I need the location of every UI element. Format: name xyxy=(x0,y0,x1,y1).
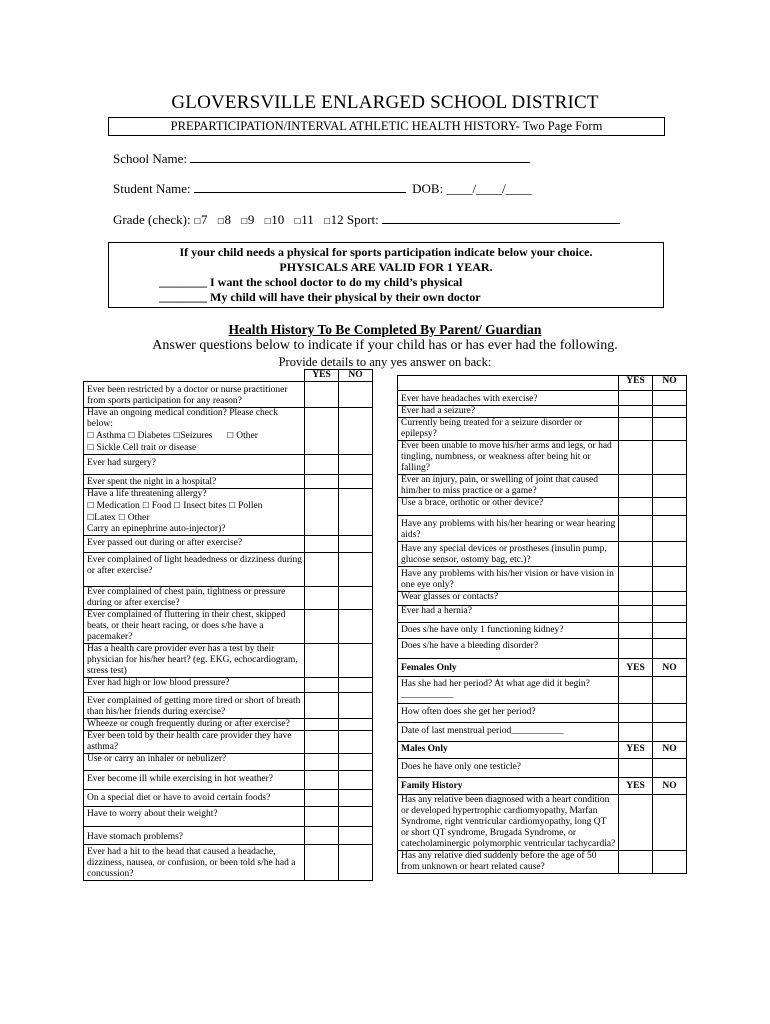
table-row xyxy=(84,408,373,455)
table-row xyxy=(398,639,687,659)
no-cell[interactable] xyxy=(653,795,687,851)
checkbox-icon: ☐ xyxy=(118,513,126,522)
no-cell[interactable] xyxy=(653,677,687,704)
question-text: Has any relative died suddenly before the age of 50 from unknown or heart related cause? xyxy=(398,851,619,874)
school-name-row xyxy=(113,151,530,167)
question-text: Use a brace, orthotic or other device? xyxy=(398,498,619,516)
question-text: Ever complained of chest pain, tightness or pressure during or after exercise? xyxy=(84,587,305,610)
own-doctor-option[interactable]: ________ My child will have their physical by their own doctor xyxy=(159,290,481,304)
table-row xyxy=(398,567,687,592)
physical-instruction: If your child needs a physical for sports participation indicate below your choice. xyxy=(179,245,593,259)
yes-cell[interactable] xyxy=(619,542,653,567)
yes-cell[interactable] xyxy=(305,807,339,827)
school-name-label: School Name: xyxy=(113,151,188,166)
table-row xyxy=(398,851,687,874)
question-text: Have stomach problems? xyxy=(84,827,305,845)
no-cell[interactable] xyxy=(339,827,373,845)
yes-cell[interactable] xyxy=(305,845,339,881)
question-text: Ever passed out during or after exercise? xyxy=(84,536,305,553)
no-cell[interactable] xyxy=(653,639,687,659)
no-header: NO xyxy=(339,370,373,382)
checkbox-icon: ☐ xyxy=(193,217,202,226)
table-row xyxy=(398,441,687,475)
question-text: Ever have headaches with exercise? xyxy=(398,391,619,406)
condition-diabetes[interactable]: ☐ Diabetes xyxy=(127,431,171,441)
grade-option[interactable]: ☐11 xyxy=(294,212,314,227)
yes-cell[interactable] xyxy=(619,623,653,639)
table-row xyxy=(84,553,373,587)
question-text: Have any problems with his/her hearing or wear hearing aids? xyxy=(398,516,619,542)
table-row xyxy=(84,382,373,408)
checkbox-icon: ☐ xyxy=(294,217,302,226)
no-cell[interactable] xyxy=(339,489,373,536)
no-cell[interactable] xyxy=(339,455,373,475)
condition-asthma[interactable]: ☐ Asthma xyxy=(87,431,126,441)
checkbox-icon: ☐ xyxy=(217,217,225,226)
question-text: Use or carry an inhaler or nebulizer? xyxy=(84,754,305,771)
no-cell[interactable] xyxy=(653,418,687,441)
table-row xyxy=(398,391,687,406)
yes-header: YES xyxy=(619,376,653,391)
yes-cell[interactable] xyxy=(619,592,653,606)
table-row xyxy=(84,489,373,536)
question-text: Ever had high or low blood pressure? xyxy=(84,678,305,693)
sport-field[interactable] xyxy=(382,212,620,224)
condition-seizures[interactable]: ☐Seizures xyxy=(173,431,213,441)
no-cell[interactable] xyxy=(339,693,373,719)
no-cell[interactable] xyxy=(339,644,373,678)
question-text: On a special diet or have to avoid certain foods? xyxy=(84,790,305,807)
table-row xyxy=(398,704,687,723)
question-text: Does s/he have only 1 functioning kidney? xyxy=(398,623,619,639)
yes-cell[interactable] xyxy=(305,693,339,719)
health-history-details: Provide details to any yes answer on back: xyxy=(278,355,492,369)
checkbox-icon: ☐ xyxy=(228,501,236,510)
condition-options xyxy=(87,430,302,442)
checkbox-icon: ☐ xyxy=(226,431,234,440)
yes-cell[interactable] xyxy=(305,719,339,731)
question-text: How often does she get her period? xyxy=(398,704,619,723)
no-header: NO xyxy=(653,659,687,677)
no-cell[interactable] xyxy=(653,441,687,475)
school-name-field[interactable] xyxy=(190,151,530,163)
grade-option[interactable]: ☐7 xyxy=(193,212,208,227)
no-cell[interactable] xyxy=(339,754,373,771)
question-text: Ever had a hit to the head that caused a headache, dizziness, nausea, or confusion, or been told s/he had a concussion? xyxy=(84,845,305,881)
yes-cell[interactable] xyxy=(305,455,339,475)
table-row xyxy=(84,644,373,678)
form-subtitle: PREPARTICIPATION/INTERVAL ATHLETIC HEALTH HISTORY- Two Page Form xyxy=(108,117,665,136)
no-cell[interactable] xyxy=(653,391,687,406)
checkbox-icon: ☐ xyxy=(87,431,95,440)
no-cell[interactable] xyxy=(653,516,687,542)
student-name-field[interactable] xyxy=(194,181,406,193)
table-row xyxy=(84,536,373,553)
question-cell xyxy=(84,489,305,536)
condition-other[interactable]: ☐ Other xyxy=(226,431,258,441)
page-title: GLOVERSVILLE ENLARGED SCHOOL DISTRICT xyxy=(171,92,599,113)
question-text: Wheeze or cough frequently during or after exercise? xyxy=(84,719,305,731)
table-row xyxy=(398,592,687,606)
question-text: Ever an injury, pain, or swelling of joint that caused him/her to miss practice or a game? xyxy=(398,475,619,498)
question-text: Date of last menstrual period___________ xyxy=(398,723,619,742)
yes-cell[interactable] xyxy=(619,475,653,498)
question-text: Have to worry about their weight? xyxy=(84,807,305,827)
dob-label: DOB: xyxy=(412,181,444,196)
males-heading: Males Only xyxy=(398,742,619,759)
table-row xyxy=(398,498,687,516)
allergy-latex[interactable]: ☐Latex xyxy=(87,513,116,523)
table-row xyxy=(84,754,373,771)
table-row xyxy=(84,719,373,731)
yes-cell[interactable] xyxy=(305,382,339,408)
allergy-insect[interactable]: ☐ Insect bites xyxy=(173,501,227,511)
no-cell[interactable] xyxy=(653,406,687,418)
table-row xyxy=(398,606,687,623)
yes-cell[interactable] xyxy=(619,498,653,516)
question-cell xyxy=(84,408,305,455)
table-row xyxy=(398,623,687,639)
checkbox-icon: ☐ xyxy=(173,431,181,440)
no-cell[interactable] xyxy=(339,678,373,693)
left-question-table xyxy=(83,369,373,881)
yes-cell[interactable] xyxy=(305,754,339,771)
question-text: Carry an epinephrine auto-injector)? xyxy=(87,524,226,534)
yes-cell[interactable] xyxy=(619,639,653,659)
table-row xyxy=(398,759,687,778)
checkbox-icon: ☐ xyxy=(127,431,136,440)
no-cell[interactable] xyxy=(339,553,373,587)
no-cell[interactable] xyxy=(653,606,687,623)
question-text: Does he have only one testicle? xyxy=(398,759,619,778)
yes-cell[interactable] xyxy=(619,516,653,542)
table-row xyxy=(84,475,373,489)
checkbox-icon: ☐ xyxy=(173,501,181,510)
physical-choice-box xyxy=(108,242,664,308)
no-cell[interactable] xyxy=(653,592,687,606)
yes-cell[interactable] xyxy=(305,771,339,790)
yes-cell[interactable] xyxy=(619,851,653,874)
yes-cell[interactable] xyxy=(619,704,653,723)
no-cell[interactable] xyxy=(339,408,373,455)
table-row xyxy=(398,516,687,542)
question-text: Has a health care provider ever has a test by their physician for his/her heart? (eg. EKG, echocardiogram, stress test) xyxy=(84,644,305,678)
yes-cell[interactable] xyxy=(619,567,653,592)
question-text: Ever complained of light headedness or dizziness during or after exercise? xyxy=(84,553,305,587)
question-text: Have any special devices or prostheses (insulin pump, glucose sensor, ostomy bag, etc.)? xyxy=(398,542,619,567)
males-header-row xyxy=(398,742,687,759)
health-history-instruction: Answer questions below to indicate if your child has or has ever had the following. xyxy=(152,338,618,353)
no-cell[interactable] xyxy=(339,790,373,807)
dob-field[interactable]: ____/____/____ xyxy=(446,181,532,196)
allergy-medication[interactable]: ☐ Medication xyxy=(87,501,140,511)
no-cell[interactable] xyxy=(339,382,373,408)
no-cell[interactable] xyxy=(339,771,373,790)
no-cell[interactable] xyxy=(653,851,687,874)
table-row xyxy=(398,475,687,498)
no-cell[interactable] xyxy=(653,704,687,723)
grade-option[interactable]: ☐12 xyxy=(323,212,344,227)
table-row xyxy=(84,790,373,807)
checkbox-icon: ☐ xyxy=(87,443,95,452)
no-cell[interactable] xyxy=(653,542,687,567)
allergy-other[interactable]: ☐ Other xyxy=(118,513,150,523)
no-cell[interactable] xyxy=(653,567,687,592)
table-row xyxy=(84,771,373,790)
females-header-row xyxy=(398,659,687,677)
no-cell[interactable] xyxy=(339,475,373,489)
question-text: Wear glasses or contacts? xyxy=(398,592,619,606)
no-cell[interactable] xyxy=(339,807,373,827)
allergy-options xyxy=(87,500,302,512)
grade-label: Grade (check): xyxy=(113,212,191,227)
table-row xyxy=(84,455,373,475)
family-header-row xyxy=(398,778,687,795)
no-cell[interactable] xyxy=(339,610,373,644)
no-cell[interactable] xyxy=(653,759,687,778)
question-text: Ever had a hernia? xyxy=(398,606,619,623)
table-row xyxy=(398,406,687,418)
yes-cell[interactable] xyxy=(619,795,653,851)
checkbox-icon: ☐ xyxy=(142,501,150,510)
table-row xyxy=(398,542,687,567)
table-row xyxy=(84,610,373,644)
question-text: Ever spent the night in a hospital? xyxy=(84,475,305,489)
period-age-blank[interactable]: ___________ xyxy=(401,690,454,700)
checkbox-icon: ☐ xyxy=(264,217,272,226)
checkbox-icon: ☐ xyxy=(323,217,331,226)
no-header: NO xyxy=(653,376,687,391)
table-row xyxy=(398,723,687,742)
yes-cell[interactable] xyxy=(619,723,653,742)
student-name-label: Student Name: xyxy=(113,181,191,196)
yes-cell[interactable] xyxy=(619,391,653,406)
checkbox-icon: ☐ xyxy=(87,513,95,522)
allergy-food[interactable]: ☐ Food xyxy=(142,501,172,511)
question-text: Has any relative been diagnosed with a heart condition or developed hypertrophic cardiomyopathy, Marfan Syndrome, right ventricular cardiomyopathy, long QT or short QT syndrome, Brugada Syndrome, or catecholaminergic polymorphic ventricular tachycardia? xyxy=(398,795,619,851)
checkbox-icon: ☐ xyxy=(240,217,248,226)
question-text: Ever been told by their health care provider they have asthma? xyxy=(84,731,305,754)
question-text: Ever become ill while exercising in hot weather? xyxy=(84,771,305,790)
females-heading: Females Only xyxy=(398,659,619,677)
grade-option[interactable]: ☐9 xyxy=(240,212,255,227)
no-cell[interactable] xyxy=(339,587,373,610)
yes-cell[interactable] xyxy=(305,827,339,845)
yes-cell[interactable] xyxy=(305,475,339,489)
question-cell xyxy=(398,677,619,704)
physical-validity: PHYSICALS ARE VALID FOR 1 YEAR. xyxy=(279,260,493,274)
yes-cell[interactable] xyxy=(305,731,339,754)
question-text: Have a life threatening allergy? xyxy=(87,489,207,499)
table-row xyxy=(398,677,687,704)
yes-header: YES xyxy=(305,370,339,382)
yes-cell[interactable] xyxy=(305,610,339,644)
allergy-pollen[interactable]: ☐ Pollen xyxy=(228,501,263,511)
right-question-table xyxy=(397,375,687,874)
table-row xyxy=(84,693,373,719)
grade-row xyxy=(113,212,620,228)
table-row xyxy=(84,731,373,754)
yes-header: YES xyxy=(619,742,653,759)
no-cell[interactable] xyxy=(653,498,687,516)
yes-cell[interactable] xyxy=(305,489,339,536)
yes-header: YES xyxy=(619,778,653,795)
table-row xyxy=(84,827,373,845)
condition-sickle[interactable]: ☐ Sickle Cell trait or disease xyxy=(87,443,197,453)
yes-cell[interactable] xyxy=(619,677,653,704)
health-history-heading: Health History To Be Completed By Parent/ Guardian xyxy=(228,322,542,337)
question-text: Has she had her period? At what age did it begin? xyxy=(401,679,590,689)
grade-option[interactable]: ☐8 xyxy=(217,212,231,227)
no-header: NO xyxy=(653,778,687,795)
allergy-options-2 xyxy=(87,512,302,524)
yes-header: YES xyxy=(619,659,653,677)
no-cell[interactable] xyxy=(653,723,687,742)
table-row xyxy=(84,678,373,693)
student-name-row xyxy=(113,181,532,197)
checkbox-icon: ☐ xyxy=(87,501,95,510)
no-header: NO xyxy=(653,742,687,759)
yes-cell[interactable] xyxy=(305,553,339,587)
no-cell[interactable] xyxy=(653,623,687,639)
yes-cell[interactable] xyxy=(619,441,653,475)
table-row xyxy=(398,418,687,441)
yes-cell[interactable] xyxy=(619,759,653,778)
question-text: Ever been unable to move his/her arms and legs, or had tingling, numbness, or weakness after being hit or falling? xyxy=(398,441,619,475)
no-cell[interactable] xyxy=(339,731,373,754)
school-doctor-option[interactable]: ________ I want the school doctor to do my child’s physical xyxy=(159,275,463,289)
question-text: Ever had surgery? xyxy=(84,455,305,475)
table-row xyxy=(398,795,687,851)
grade-option[interactable]: ☐10 xyxy=(264,212,285,227)
yes-cell[interactable] xyxy=(305,408,339,455)
no-cell[interactable] xyxy=(339,719,373,731)
no-cell[interactable] xyxy=(339,845,373,881)
yes-cell[interactable] xyxy=(305,790,339,807)
question-text: Have an ongoing medical condition? Please check below: xyxy=(87,408,278,429)
table-row xyxy=(84,807,373,827)
yes-cell[interactable] xyxy=(305,536,339,553)
question-text: Ever been restricted by a doctor or nurse practitioner from sports participation for any reason? xyxy=(84,382,305,408)
no-cell[interactable] xyxy=(339,536,373,553)
yes-cell[interactable] xyxy=(305,587,339,610)
question-text: Does s/he have a bleeding disorder? xyxy=(398,639,619,659)
table-row xyxy=(84,587,373,610)
yes-cell[interactable] xyxy=(305,644,339,678)
yes-cell[interactable] xyxy=(619,606,653,623)
sport-label: Sport: xyxy=(346,212,379,227)
yes-cell[interactable] xyxy=(619,418,653,441)
table-row xyxy=(84,845,373,881)
yes-cell[interactable] xyxy=(305,678,339,693)
no-cell[interactable] xyxy=(653,475,687,498)
question-text: Ever complained of getting more tired or short of breath than his/her friends during exercise? xyxy=(84,693,305,719)
yes-cell[interactable] xyxy=(619,406,653,418)
question-text: Currently being treated for a seizure disorder or epilepsy? xyxy=(398,418,619,441)
family-heading: Family History xyxy=(398,778,619,795)
question-text: Ever had a seizure? xyxy=(398,406,619,418)
question-text: Have any problems with his/her vision or have vision in one eye only? xyxy=(398,567,619,592)
question-text: Ever complained of fluttering in their chest, skipped beats, or their heart racing, or does s/he have a pacemaker? xyxy=(84,610,305,644)
